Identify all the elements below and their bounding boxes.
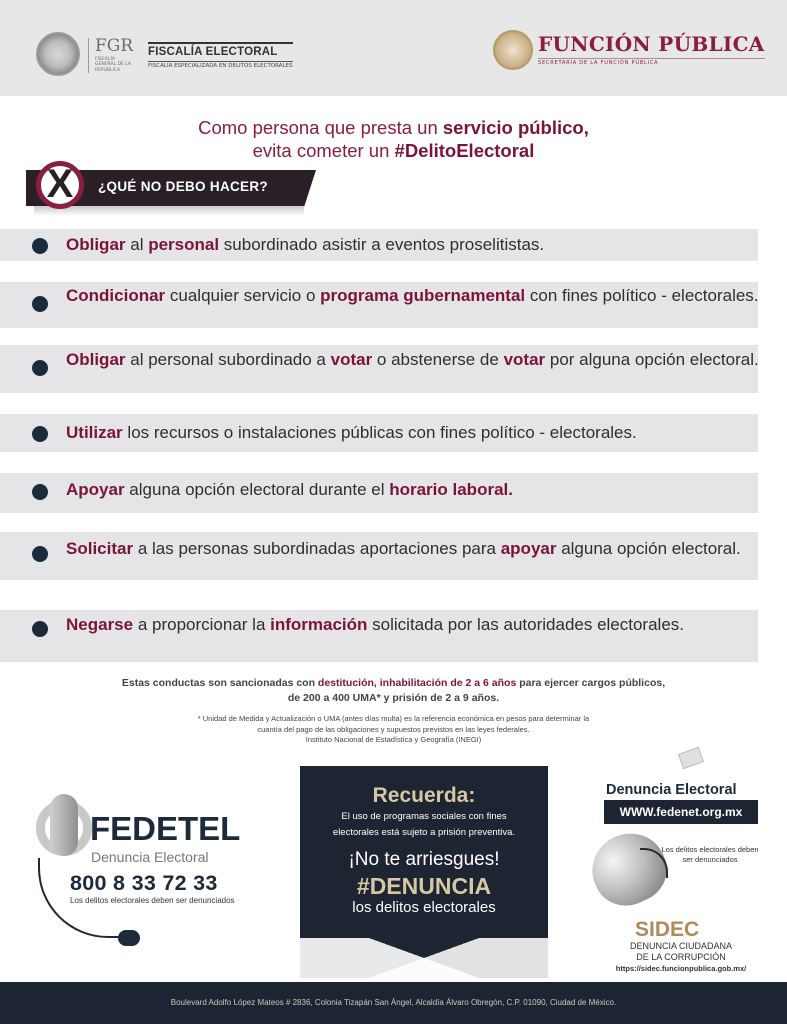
banner-shadow (34, 206, 304, 216)
funcion-publica-seal-icon (493, 30, 533, 70)
sidec-sub-line1: DENUNCIA CIUDADANA (629, 941, 732, 951)
funcion-publica-logo (538, 32, 765, 66)
funcion-title: FUNCIÓN PÚBLICA (538, 32, 765, 56)
list-item-highlight: Obligar (66, 350, 126, 369)
sidec-url[interactable]: https://sidec.funcionpublica.gob.mx/ (615, 964, 747, 973)
list-item-highlight: Condicionar (66, 286, 166, 305)
list-item-highlight: programa gubernamental (320, 286, 526, 305)
list-item (66, 349, 767, 371)
list-item-highlight: personal (148, 235, 220, 254)
intro-heading (0, 116, 787, 162)
fedetel-title: FEDETEL (90, 810, 241, 847)
list-item-text: o abstenerse de (372, 350, 504, 369)
bullet-icon (32, 360, 48, 376)
recuerda-hashtag: #DENUNCIA (356, 873, 492, 899)
list-item-highlight: Utilizar (66, 423, 123, 442)
fiscalia-title: FISCALÍA ELECTORAL (148, 42, 293, 58)
funcion-subtitle: SECRETARÍA DE LA FUNCIÓN PÚBLICA (538, 58, 765, 66)
sidec-subtitle (592, 941, 770, 962)
envelope-icon (678, 747, 704, 770)
list-item-highlight: Obligar (66, 235, 126, 254)
list-item-highlight: votar (503, 350, 546, 369)
mexico-seal-icon (36, 32, 80, 76)
cross-icon-glyph: X (46, 162, 74, 206)
list-item (66, 234, 767, 256)
intro-line1-bold: servicio público, (442, 117, 589, 138)
recuerda-body (300, 809, 548, 841)
sanction-suffix: para ejercer cargos públicos, (516, 677, 666, 689)
phone-plug-icon (118, 930, 140, 946)
bullet-icon (32, 621, 48, 637)
bullet-icon (32, 238, 48, 254)
list-item-text: a proporcionar la (133, 615, 271, 634)
recuerda-body-line2: electorales está sujeto a prisión preventiva. (332, 827, 516, 838)
sidec-sub-line2: DE LA CORRUPCIÓN (636, 951, 726, 962)
fedenet-url[interactable]: WWW.fedenet.org.mx (604, 800, 758, 824)
list-item-text: con fines político - electorales. (525, 286, 759, 305)
fgr-logo (88, 38, 136, 73)
list-item-text: los recursos o instalaciones públicas con fines político - electorales. (122, 423, 637, 442)
list-item-text: al personal subordinado a (125, 350, 331, 369)
sanction-line2: de 200 a 400 UMA* y prisión de 2 a 9 años. (287, 692, 500, 704)
fgr-title: FGR (95, 36, 134, 56)
list-item-text: solicitada por las autoridades electorales. (367, 615, 685, 634)
list-item-highlight: Apoyar (66, 480, 125, 499)
fedetel-phone-number: 800 8 33 72 33 (70, 871, 218, 895)
intro-line2-prefix: evita cometer un (252, 140, 395, 161)
intro-line2-bold: #DelitoElectoral (394, 140, 535, 161)
list-item (66, 479, 767, 501)
sanction-highlight: destitución, inhabilitación de 2 a 6 años (317, 677, 517, 689)
fiscalia-subtitle: FISCALÍA ESPECIALIZADA EN DELITOS ELECTORALES (148, 63, 293, 69)
recuerda-body-line1: El uso de programas sociales con fines (341, 811, 507, 822)
fgr-subtitle: FISCALÍA GENERAL DE LA REPÚBLICA (95, 57, 131, 73)
cross-icon (36, 161, 84, 209)
list-item-highlight: horario laboral. (389, 480, 513, 499)
denuncia-title: Denuncia Electoral (606, 782, 737, 798)
bullet-icon (32, 296, 48, 312)
list-item (66, 614, 767, 636)
list-item-text: alguna opción electoral. (556, 539, 741, 558)
list-item-highlight: información (270, 615, 368, 634)
recuerda-title: Recuerda: (372, 784, 476, 807)
telephone-icon (50, 794, 78, 856)
bullet-icon (32, 484, 48, 500)
banner-label: ¿QUÉ NO DEBO HACER? (98, 179, 268, 194)
recuerda-footer: los delitos electorales (352, 899, 496, 916)
footnote-line3: Instituto Nacional de Estadística y Geografía (INEGI) (305, 735, 482, 744)
sidec-title: SIDEC (635, 918, 700, 941)
footnote-line1: * Unidad de Medida y Actualización o UMA (antes días multa) es la referencia económica en pesos para determinar la (197, 714, 590, 723)
list-item-highlight: apoyar (500, 539, 557, 558)
fiscalia-electoral-logo (148, 42, 293, 69)
recuerda-panel (300, 766, 548, 978)
list-item-text: a las personas subordinadas aportaciones para (133, 539, 501, 558)
list-item (66, 422, 767, 444)
bullet-icon (32, 546, 48, 562)
uma-footnote (0, 714, 787, 746)
list-item-text: por alguna opción electoral. (545, 350, 759, 369)
denuncia-note: Los delitos electorales deben ser denunciados (661, 845, 759, 864)
list-item-text: cualquier servicio o (165, 286, 321, 305)
list-item-highlight: votar (330, 350, 373, 369)
bullet-icon (32, 426, 48, 442)
list-item (66, 538, 767, 560)
list-item-highlight: Solicitar (66, 539, 134, 558)
footnote-line2: cuantía del pago de las obligaciones y supuestos previstos en las leyes federales. (257, 724, 530, 734)
footer-address: Boulevard Adolfo López Mateos # 2836, Colonia Tizapán San Ángel, Alcaldía Álvaro Obregón, C.P. 01090, Ciudad de México. (170, 998, 617, 1007)
list-item-text: subordinado asistir a eventos proselitistas. (219, 235, 545, 254)
intro-line1-prefix: Como persona que presta un (198, 117, 443, 138)
fedetel-note: Los delitos electorales deben ser denunciados (70, 896, 235, 905)
recuerda-warning: ¡No te arriesgues! (348, 849, 500, 870)
list-item (66, 285, 767, 307)
sanction-prefix: Estas conductas son sancionadas con (121, 677, 318, 689)
list-item-highlight: Negarse (66, 615, 134, 634)
list-item-text: alguna opción electoral durante el (124, 480, 390, 499)
panel-decoration-2 (300, 938, 548, 978)
list-item-text: al (125, 235, 149, 254)
sanction-note (0, 676, 787, 706)
fedetel-subtitle: Denuncia Electoral (91, 849, 209, 865)
